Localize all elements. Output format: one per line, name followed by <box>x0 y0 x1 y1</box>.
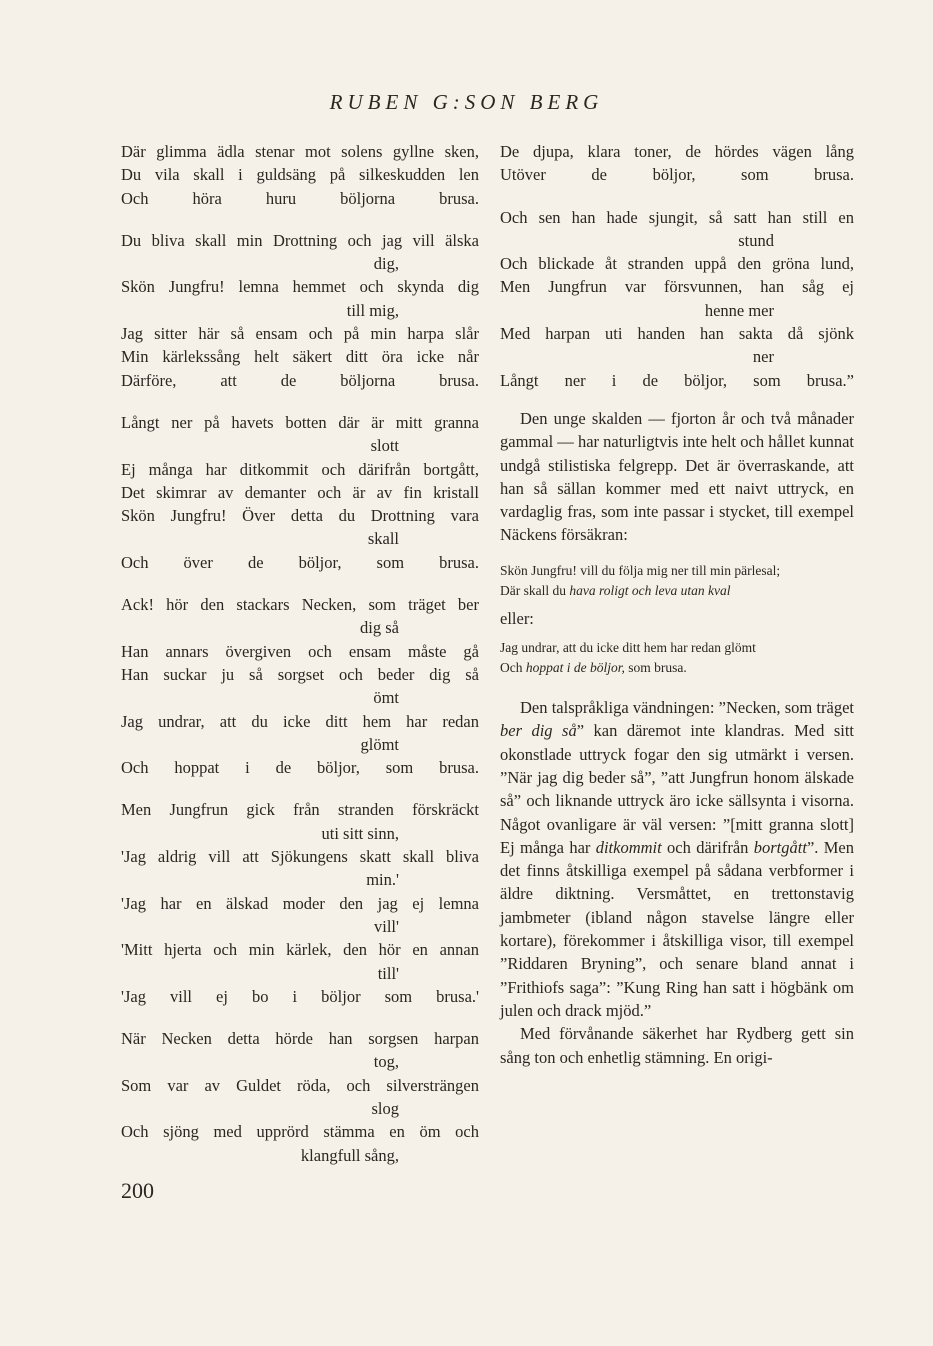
poem-line-continuation: stund <box>738 230 774 250</box>
poem-line: Och blickade åt stranden uppå den gröna lund, <box>500 254 854 274</box>
quote-line: Och hoppat i de böljor, som brusa. <box>500 660 687 676</box>
poem-line: Med harpan uti handen han sakta då sjönk <box>500 324 854 344</box>
poem-line: 'Jag har en älskad moder den jag ej lemna <box>121 893 479 913</box>
poem-line-continuation: ömt <box>373 688 399 708</box>
poem-line-continuation: min.' <box>366 870 399 890</box>
poem-line: Skön Jungfru! lemna hemmet och skynda dig <box>121 277 479 297</box>
poem-stanza <box>121 229 479 392</box>
poem-line-continuation: till mig, <box>346 300 399 320</box>
running-header: RUBEN G:SON BERG <box>329 90 604 114</box>
poem-line: Ej många har ditkommit och därifrån bortgått, <box>121 459 479 479</box>
quote-line: Jag undrar, att du icke ditt hem har redan glömt <box>500 640 756 656</box>
poem-line-continuation: uti sitt sinn, <box>321 823 399 843</box>
poem-line-continuation: slog <box>371 1098 399 1118</box>
poem-stanza <box>500 140 854 187</box>
poem-line-continuation: henne mer <box>704 300 774 320</box>
quote-line: Skön Jungfru! vill du följa mig ner till min pärlesal; <box>500 562 781 578</box>
poem-line: Skön Jungfru! Över detta du Drottning vara <box>121 506 479 526</box>
eller-label: eller: <box>500 608 534 628</box>
poem-line: Där glimma ädla stenar mot solens gyllne sken, <box>121 142 479 161</box>
quote-block-2 <box>500 638 854 678</box>
poem-line: 'Mitt hjerta och min kärlek, den hör en annan <box>121 940 479 960</box>
poem-line-continuation: ner <box>752 347 774 367</box>
poem-line-continuation: dig så <box>360 618 399 638</box>
poem-line: Men Jungfrun var försvunnen, han såg ej <box>500 277 854 297</box>
poem-stanza <box>121 140 479 210</box>
page-number: 200 <box>121 1178 154 1203</box>
poem-line-continuation: klangfull sång, <box>300 1145 399 1165</box>
poem-line: Och hoppat i de böljor, som brusa. <box>121 758 479 778</box>
poem-line: Utöver de böljor, som brusa. <box>500 165 854 185</box>
quote-block-1 <box>500 561 854 601</box>
prose-paragraph-2 <box>500 696 854 1069</box>
poem-line-continuation: slott <box>370 436 399 456</box>
poem-line: 'Jag aldrig vill att Sjökungens skatt skall bliva <box>121 847 479 867</box>
poem-line: Han suckar ju så sorgset och beder dig så <box>121 664 479 684</box>
poem-line: Jag sitter här så ensam och på min harpa slår <box>121 324 479 344</box>
prose-text: Den talspråkliga vändningen: ”Necken, som träget ber dig så” kan däremot inte klandras. Med sitt okonstlade uttryck fogar den sig utmärkt i versen. ”När jag dig beder så”, ”att Jungfrun honom älskade så” och liknande uttryck äro icke sällsynta i visorna. Något ovanligare är väl versen: ”[mitt granna slott] Ej många har ditkommit och därifrån bortgått”. Men det finns åtskilliga exempel på sådana verbformer i äldre diktning. Versmåttet, en trettonstavig jambmeter (ibland någon stavelse längre eller kortare), förekommer i åtskilliga visor, till exempel ”Riddaren Bryning”, och senare bland annat i ”Frithiofs saga”: ”Kung Ring han satt i högbänk om julen och drack mjöd.” <box>500 698 855 1020</box>
poem-line: Som var av Guldet röda, och silversträngen <box>121 1075 479 1095</box>
poem-line: Långt ner på havets botten där är mitt granna <box>121 412 479 432</box>
poem-line-continuation: vill' <box>374 916 399 936</box>
poem-stanza <box>121 798 479 1008</box>
poem-line-continuation: dig, <box>373 254 399 274</box>
quote-line: Där skall du hava roligt och leva utan kval <box>500 582 731 598</box>
poem-line: Du vila skall i guldsäng på silkeskudden len <box>121 165 479 185</box>
poem-line-continuation: till' <box>377 963 399 983</box>
poem-stanza <box>121 1027 479 1167</box>
poem-line-continuation: skall <box>367 529 399 549</box>
poem-line: Och höra huru böljorna brusa. <box>121 188 479 208</box>
prose-paragraph-1 <box>500 407 854 547</box>
poem-line: Jag undrar, att du icke ditt hem har redan <box>121 711 479 731</box>
poem-continuation <box>500 140 854 392</box>
poem-line: När Necken detta hörde han sorgsen harpan <box>121 1029 479 1049</box>
poem-line: Och sen han hade sjungit, så satt han still en <box>500 207 854 227</box>
poem-line: Långt ner i de böljor, som brusa.” <box>500 370 854 390</box>
right-column <box>500 140 854 1083</box>
poem-line-continuation: glömt <box>360 734 399 754</box>
poem-line: 'Jag vill ej bo i böljor som brusa.' <box>121 986 479 1006</box>
poem-line: Ack! hör den stackars Necken, som träget ber <box>121 595 479 615</box>
poem-stanza <box>121 593 479 779</box>
poem-line: Men Jungfrun gick från stranden förskräckt <box>121 800 479 820</box>
poem-stanza <box>500 206 854 392</box>
poem-line: Och sjöng med upprörd stämma en öm och <box>121 1122 479 1142</box>
poem-line: Det skimrar av demanter och är av fin kristall <box>121 482 479 502</box>
poem-line-continuation: tog, <box>373 1052 399 1072</box>
poem-line: Han annars övergiven och ensam måste gå <box>121 641 479 661</box>
prose-text: Med förvånande säkerhet har Rydberg gett sin sång ton och enhetlig stämning. En origi- <box>500 1024 854 1067</box>
poem-line: Därföre, att de böljorna brusa. <box>121 370 479 390</box>
poem-line: Min kärlekssång helt säkert ditt öra icke når <box>121 347 479 367</box>
poem-stanza <box>121 411 479 574</box>
prose-text: Den unge skalden — fjorton år och två månader gammal — har naturligtvis inte helt och hållet kunnat undgå stilistiska felgrepp. Det är överraskande, att han så sällan kommer med ett naivt uttryck, en vardaglig fras, som inte passar i stycket, till exempel Näckens försäkran: <box>500 408 854 545</box>
poem-line: Och över de böljor, som brusa. <box>121 552 479 572</box>
poem-line: Du bliva skall min Drottning och jag vill älska <box>121 230 479 250</box>
poem-line: De djupa, klara toner, de hördes vägen lång <box>500 142 854 161</box>
left-column <box>121 140 479 1186</box>
